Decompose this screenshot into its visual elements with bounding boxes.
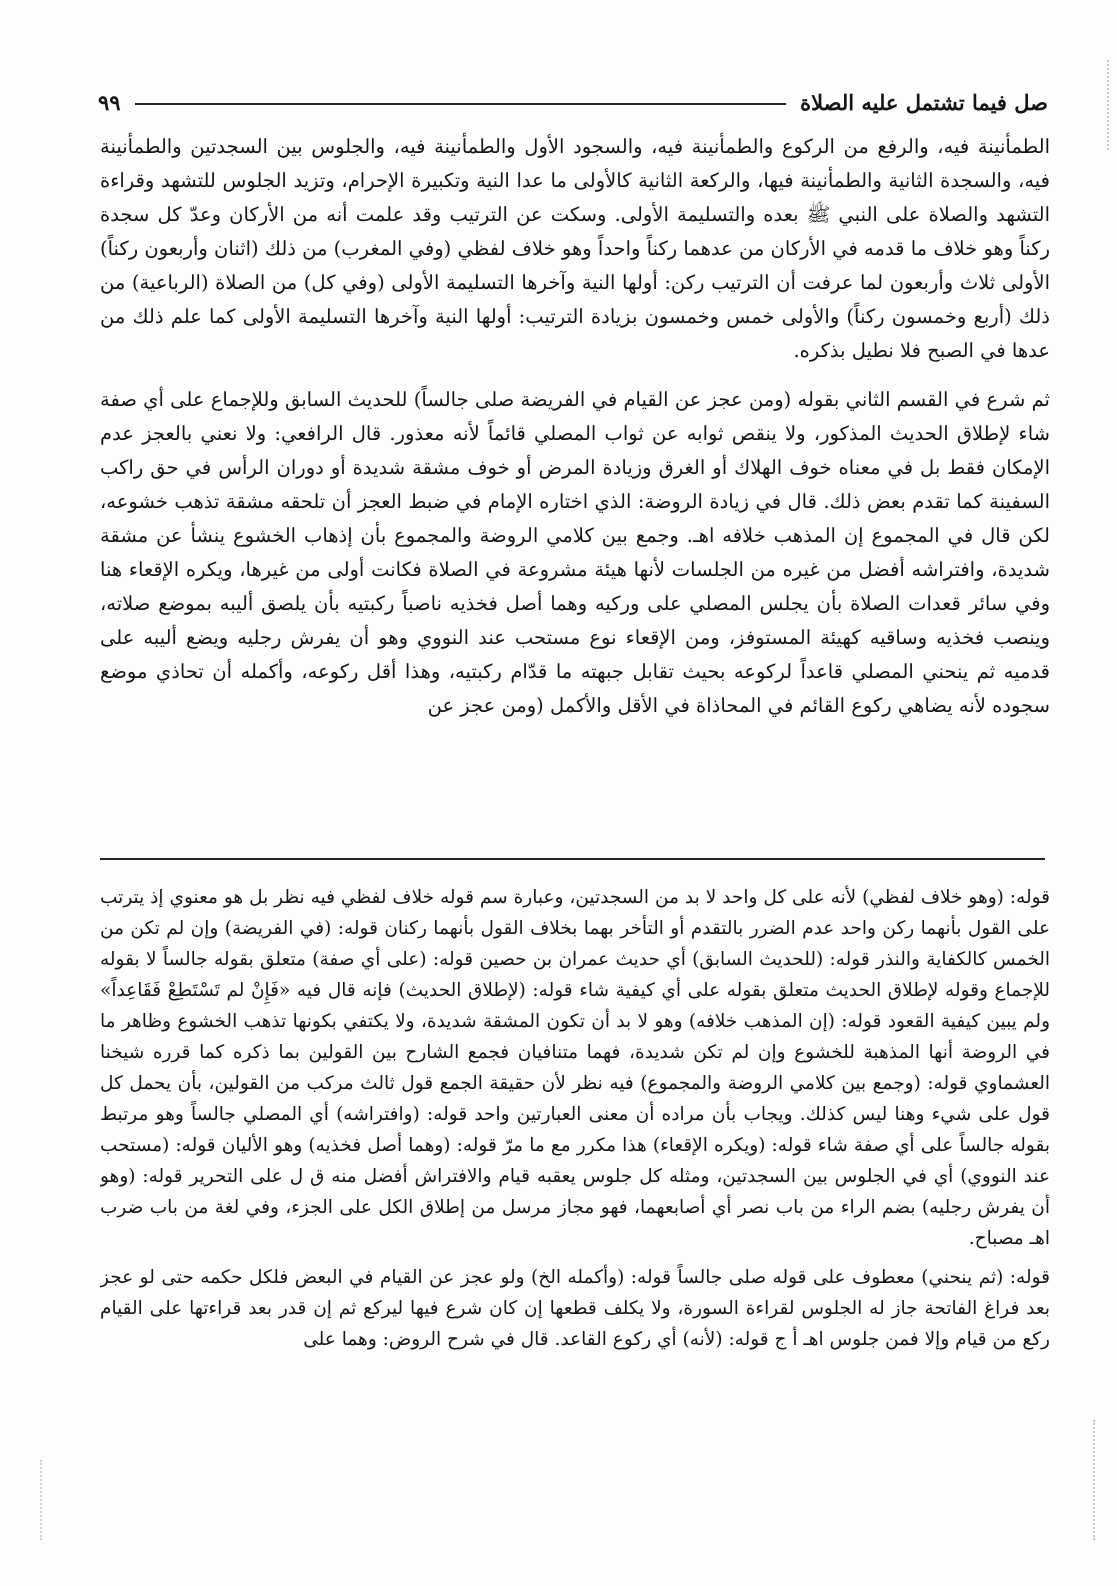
- footnote-paragraph: قوله: (ثم ينحني) معطوف على قوله صلى جالساً قوله: (وأكمله الخ) ولو عجز عن القيام في البعض فلكل حكمه حتى لو عجز بعد فراغ الفاتحة جاز له الجلوس لقراءة السورة، ولا يكلف قطعها إن كان شرع فيها ليركع ثم إن قدر بعد قراءتها على القيام ركع من قيام وإلا فمن جلوس اهـ أ ج قوله: (لأنه) أي ركوع القاعد. قال في شرح الروض: وهما على: [100, 1267, 1050, 1350]
- page-number: ٩٩: [98, 89, 121, 115]
- commentary-footnotes: [100, 882, 1050, 1482]
- main-text: [100, 130, 1050, 846]
- chapter-title: صل فيما تشتمل عليه الصلاة: [800, 89, 1048, 115]
- header-rule: [135, 103, 787, 105]
- main-paragraph: الطمأنينة فيه، والرفع من الركوع والطمأنينة فيه، والسجود الأول والطمأنينة فيه، والجلوس بين السجدتين والطمأنينة فيه، والسجدة الثانية والطمأنينة فيها، والركعة الثانية كالأولى ما عدا النية وتكبيرة الإحرام، وتزيد الجلوس للتشهد وقراءة التشهد والصلاة على النبي ﷺ بعده والتسليمة الأولى. وسكت عن الترتيب وقد علمت أنه من الأركان وعدّ كل سجدة ركناً وهو خلاف ما قدمه في الأركان من عدهما ركناً واحداً وهو خلاف لفظي (وفي المغرب) من ذلك (اثنان وأربعون ركناً) الأولى ثلاث وأربعون لما عرفت أن الترتيب ركن: أولها النية وآخرها التسليمة الأولى (وفي كل) من الصلاة (الرباعية) من ذلك (أربع وخمسون ركناً) والأولى خمس وخمسون بزيادة الترتيب: أولها النية وآخرها التسليمة الأولى كما علم ذلك من عدها في الصبح فلا نطيل بذكره.: [100, 135, 1050, 362]
- footnote-divider: [100, 858, 1045, 860]
- footnote-paragraph: قوله: (وهو خلاف لفظي) لأنه على كل واحد لا بد من السجدتين، وعبارة سم قوله خلاف لفظي فيه نظر بل هو معنوي إذ يترتب على القول بأنهما ركن واحد عدم الضرر بالتقدم أو التأخر بهما بخلاف القول بأنهما ركنان قوله: (في الفريضة) وإن لم تكن من الخمس كالكفاية والنذر قوله: (للحديث السابق) أي حديث عمران بن حصين قوله: (على أي صفة) متعلق بقوله جالساً لا بقوله للإجماع وقوله لإطلاق الحديث متعلق بقوله على أي كيفية شاء قوله: (لإطلاق الحديث) فإنه قال فيه «فَإِنْ لم تَسْتَطِعْ فَقَاعِداً» ولم يبين كيفية القعود قوله: (إن المذهب خلافه) وهو لا بد أن تكون المشقة شديدة، ولا يكتفي بكونها تذهب الخشوع وظاهر ما في الروضة أنها المذهبة للخشوع وإن لم تكن شديدة، فهما متنافيان فجمع الشارح بين القولين بما ذكره كما قرره شيخنا العشماوي قوله: (وجمع بين كلامي الروضة والمجموع) فيه نظر لأن حقيقة الجمع قول ثالث مركب من القولين، بأن يحمل كل قول على شيء وهنا ليس كذلك. ويجاب بأن مراده أن معنى العبارتين واحد قوله: (وافتراشه) أي المصلي جالساً وهو مرتبط بقوله جالساً على أي صفة شاء قوله: (ويكره الإقعاء) هذا مكرر مع ما مرّ قوله: (وهما أصل فخذيه) وهو الأليان قوله: (مستحب عند النووي) أي في الجلوس بين السجدتين، ومثله كل جلوس يعقبه قيام والافتراش أفضل منه ق ل على التحرير قوله: (وهو أن يفرش رجليه) بضم الراء من باب نصر أي أصابعهما، فهو مجاز مرسل من إطلاق الكل على الجزء، وفي لغة من باب ضرب اهـ مصباح.: [100, 887, 1050, 1249]
- scan-edge-mark: [1079, 1420, 1095, 1540]
- main-paragraph: ثم شرع في القسم الثاني بقوله (ومن عجز عن القيام في الفريضة صلى جالساً) للحديث السابق وللإجماع على أي صفة شاء لإطلاق الحديث المذكور، ولا ينقص ثوابه عن ثواب المصلي قائماً لأنه معذور. قال الرافعي: ولا نعني بالعجز عدم الإمكان فقط بل في معناه خوف الهلاك أو الغرق وزيادة المرض أو خوف مشقة شديدة أو دوران الرأس في حق راكب السفينة كما تقدم بعض ذلك. قال في زيادة الروضة: الذي اختاره الإمام في ضبط العجز أن تلحقه مشقة تذهب خشوعه، لكن قال في المجموع إن المذهب خلافه اهـ. وجمع بين كلامي الروضة والمجموع بأن إذهاب الخشوع ينشأ عن مشقة شديدة، وافتراشه أفضل من غيره من الجلسات لأنها هيئة مشروعة في الصلاة فكانت أولى من غيرها، ويكره الإقعاء هنا وفي سائر قعدات الصلاة بأن يجلس المصلي على وركيه وهما أصل فخذيه ناصباً ركبتيه بأن يلصق أليبه بموضع صلاته، وينصب فخذيه وساقيه كهيئة المستوفز، ومن الإقعاء نوع مستحب عند النووي وهو أن يفرش رجليه ويضع أليبه على قدميه ثم ينحني المصلي قاعداً لركوعه بحيث تقابل جبهته ما قدّام ركبتيه، وهذا أقل ركوعه، وأكمله أن تحاذي موضع سجوده لأنه يضاهي ركوع القائم في المحاذاة في الأقل والأكمل (ومن عجز عن: [100, 388, 1050, 717]
- scan-edge-mark: [40, 1460, 56, 1540]
- scan-edge-mark: [1093, 60, 1109, 150]
- running-header: [98, 84, 1048, 120]
